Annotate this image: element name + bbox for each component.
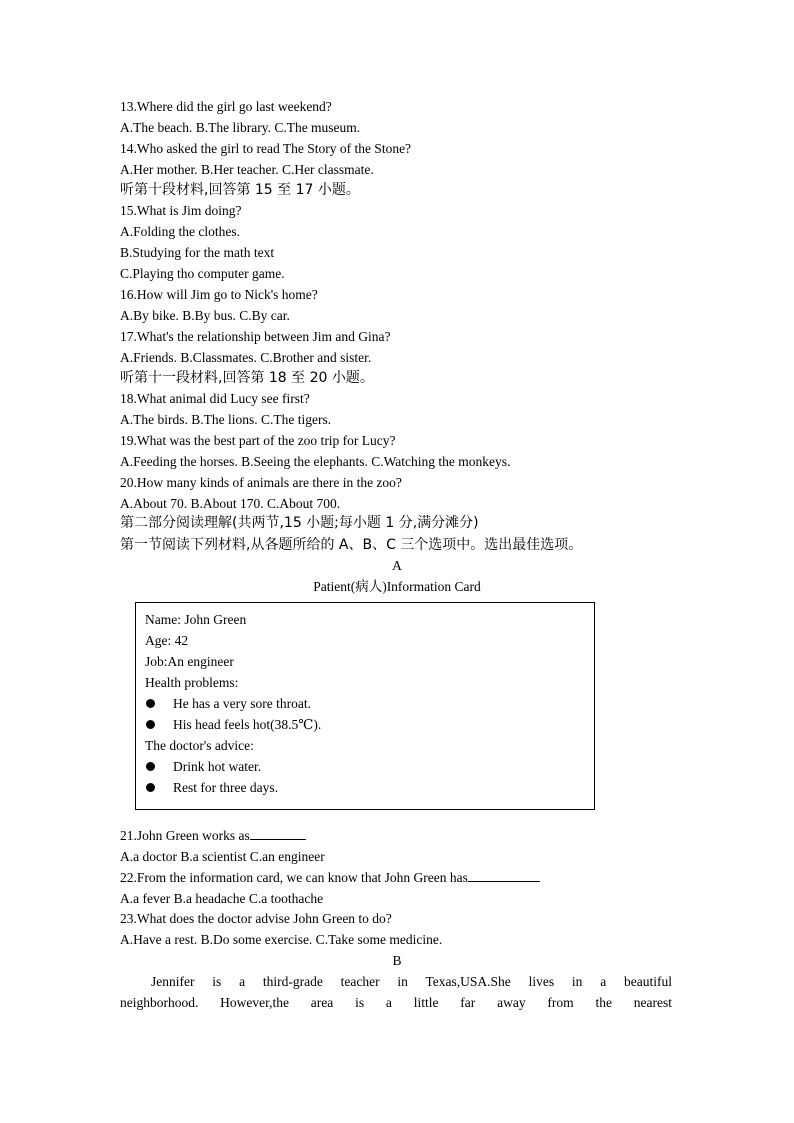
q21-question-line: [120, 827, 306, 845]
q19-options: A.Feeding the horses. B.Seeing the elephants. C.Watching the monkeys.: [120, 454, 511, 469]
q19-question: 19.What was the best part of the zoo trip for Lucy?: [120, 433, 396, 448]
bullet-icon: [146, 720, 155, 729]
q17-question: 17.What's the relationship between Jim and Gina?: [120, 329, 391, 344]
section11-heading: 听第十一段材料,回答第 18 至 20 小题。: [120, 370, 374, 386]
q16-question: 16.How will Jim go to Nick's home?: [120, 287, 318, 302]
q16-options: A.By bike. B.By bus. C.By car.: [120, 308, 290, 323]
answer-blank: [250, 827, 306, 840]
reading-part-title: 第二部分阅读理解(共两节,15 小题;每小题 1 分,满分滩分): [120, 515, 479, 531]
q18-options: A.The birds. B.The lions. C.The tigers.: [120, 412, 332, 427]
q21-question: 21.John Green works as: [120, 828, 250, 843]
q13-options: A.The beach. B.The library. C.The museum.: [120, 120, 361, 135]
reading-section-title: 第一节阅读下列材料,从各题所给的 A、B、C 三个选项中。选出最佳选项。: [120, 537, 583, 553]
q15-option-b: B.Studying for the math text: [120, 245, 275, 260]
card-title: Patient(病人)Information Card: [313, 579, 481, 594]
section10-heading: 听第十段材料,回答第 15 至 17 小题。: [120, 182, 360, 198]
q15-question: 15.What is Jim doing?: [120, 203, 242, 218]
passage-b-line-2: neighborhood. However,the area is a little far away from the nearest: [120, 995, 672, 1010]
passage-a-letter: A: [392, 558, 402, 573]
q22-options: A.a fever B.a headache C.a toothache: [120, 891, 324, 906]
card-advice-2: Rest for three days.: [173, 780, 278, 795]
q17-options: A.Friends. B.Classmates. C.Brother and sister.: [120, 350, 372, 365]
card-age: Age: 42: [145, 633, 189, 648]
card-advice-label: The doctor's advice:: [145, 738, 254, 753]
q23-question: 23.What does the doctor advise John Green to do?: [120, 911, 392, 926]
card-name: Name: John Green: [145, 612, 247, 627]
passage-b-letter: B: [392, 953, 402, 968]
patient-information-card: [135, 602, 595, 810]
bullet-icon: [146, 783, 155, 792]
card-health-label: Health problems:: [145, 675, 239, 690]
card-problem-1: He has a very sore throat.: [173, 696, 311, 711]
bullet-icon: [146, 762, 155, 771]
q14-options: A.Her mother. B.Her teacher. C.Her classmate.: [120, 162, 374, 177]
q21-options: A.a doctor B.a scientist C.an engineer: [120, 849, 325, 864]
card-advice-1: Drink hot water.: [173, 759, 262, 774]
q20-question: 20.How many kinds of animals are there in the zoo?: [120, 475, 402, 490]
q18-question: 18.What animal did Lucy see first?: [120, 391, 310, 406]
passage-b-line-1: Jennifer is a third-grade teacher in Texas,USA.She lives in a beautiful: [151, 974, 672, 989]
q15-option-c: C.Playing tho computer game.: [120, 266, 285, 281]
q13-question: 13.Where did the girl go last weekend?: [120, 99, 332, 114]
q15-option-a: A.Folding the clothes.: [120, 224, 240, 239]
bullet-icon: [146, 699, 155, 708]
q22-question-line: [120, 869, 540, 887]
q20-options: A.About 70. B.About 170. C.About 700.: [120, 496, 341, 511]
q23-options: A.Have a rest. B.Do some exercise. C.Take some medicine.: [120, 932, 443, 947]
q14-question: 14.Who asked the girl to read The Story of the Stone?: [120, 141, 412, 156]
card-problem-2: His head feels hot(38.5℃).: [173, 717, 322, 732]
answer-blank: [468, 869, 540, 882]
card-job: Job:An engineer: [145, 654, 234, 669]
q22-question: 22.From the information card, we can know that John Green has: [120, 870, 468, 885]
